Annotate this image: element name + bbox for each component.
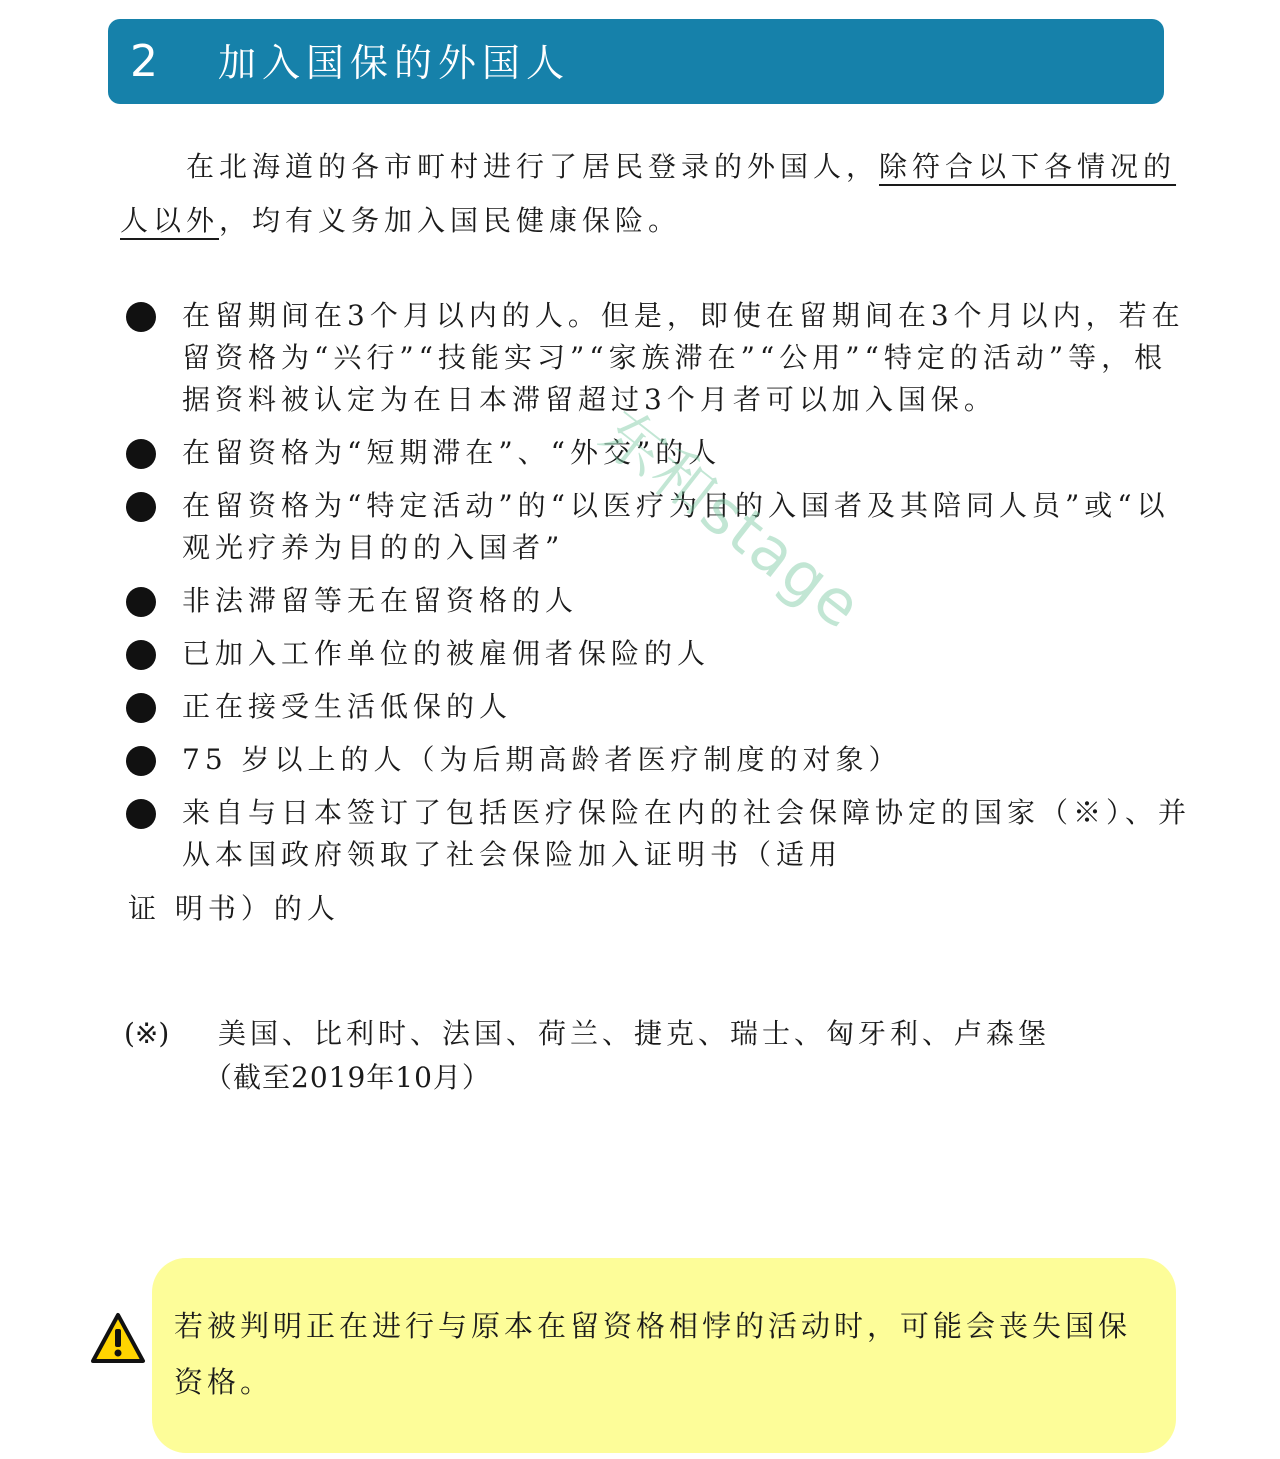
bullet-dot-icon xyxy=(126,693,156,723)
list-item xyxy=(126,739,1196,781)
bullet-dot-icon xyxy=(126,587,156,617)
list-item-text: 在留期间在3个月以内的人。但是，即使在留期间在3个月以内，若在留资格为“兴行”“技能实习”“家族滞在”“公用”“特定的活动”等，根据资料被认定为在日本滞留超过3个月者可以加入国保。 xyxy=(182,299,1185,416)
list-item xyxy=(126,686,1196,728)
bullet-dot-icon xyxy=(126,302,156,332)
warning-box xyxy=(152,1258,1176,1453)
footnote-countries: 美国、比利时、法国、荷兰、捷克、瑞士、匈牙利、卢森堡 xyxy=(218,1017,1051,1050)
warning-text: 若被判明正在进行与原本在留资格相悖的活动时，可能会丧失国保资格。 xyxy=(174,1309,1132,1399)
list-item-text: 在留资格为“特定活动”的“以医疗为目的入国者及其陪同人员”或“以观光疗养为目的的入国者” xyxy=(182,489,1170,564)
list-item xyxy=(126,792,1196,930)
list-item-text: 来自与日本签订了包括医疗保险在内的社会保障协定的国家（※）、并从本国政府领取了社会保险加入证明书（适用 xyxy=(182,796,1192,871)
intro-lead: 在北海道的各市町村进行了居民登录的外国人， xyxy=(186,150,880,183)
section-header xyxy=(108,19,1164,104)
bullet-dot-icon xyxy=(126,492,156,522)
section-number: 2 xyxy=(130,36,158,87)
footnote xyxy=(124,1012,1164,1100)
bullet-dot-icon xyxy=(126,746,156,776)
exemption-list xyxy=(126,295,1196,941)
list-item xyxy=(126,633,1196,675)
intro-underlined: 除符合以下各情况的人以外 xyxy=(120,150,1177,237)
bullet-dot-icon xyxy=(126,799,156,829)
watermark: 东和stage xyxy=(587,395,877,644)
list-item-text: 正在接受生活低保的人 xyxy=(182,690,513,723)
list-item-text: 已加入工作单位的被雇佣者保险的人 xyxy=(182,637,711,670)
intro-paragraph xyxy=(120,140,1180,248)
warning-triangle-icon xyxy=(90,1312,146,1364)
list-item-text: 75 岁以上的人（为后期高龄者医疗制度的对象） xyxy=(182,743,902,776)
list-item xyxy=(126,580,1196,622)
bullet-dot-icon xyxy=(126,640,156,670)
list-item-text: 在留资格为“短期滞在”、“外交”的人 xyxy=(182,436,722,469)
footnote-date: （截至2019年10月） xyxy=(204,1061,491,1094)
bullet-dot-icon xyxy=(126,439,156,469)
footnote-mark: (※) xyxy=(124,1017,170,1050)
section-title: 加入国保的外国人 xyxy=(218,41,571,85)
intro-tail: ，均有义务加入国民健康保险。 xyxy=(219,204,682,237)
list-item-text: 非法滞留等无在留资格的人 xyxy=(182,584,579,617)
list-item-continuation: 证 明书）的人 xyxy=(128,892,340,925)
